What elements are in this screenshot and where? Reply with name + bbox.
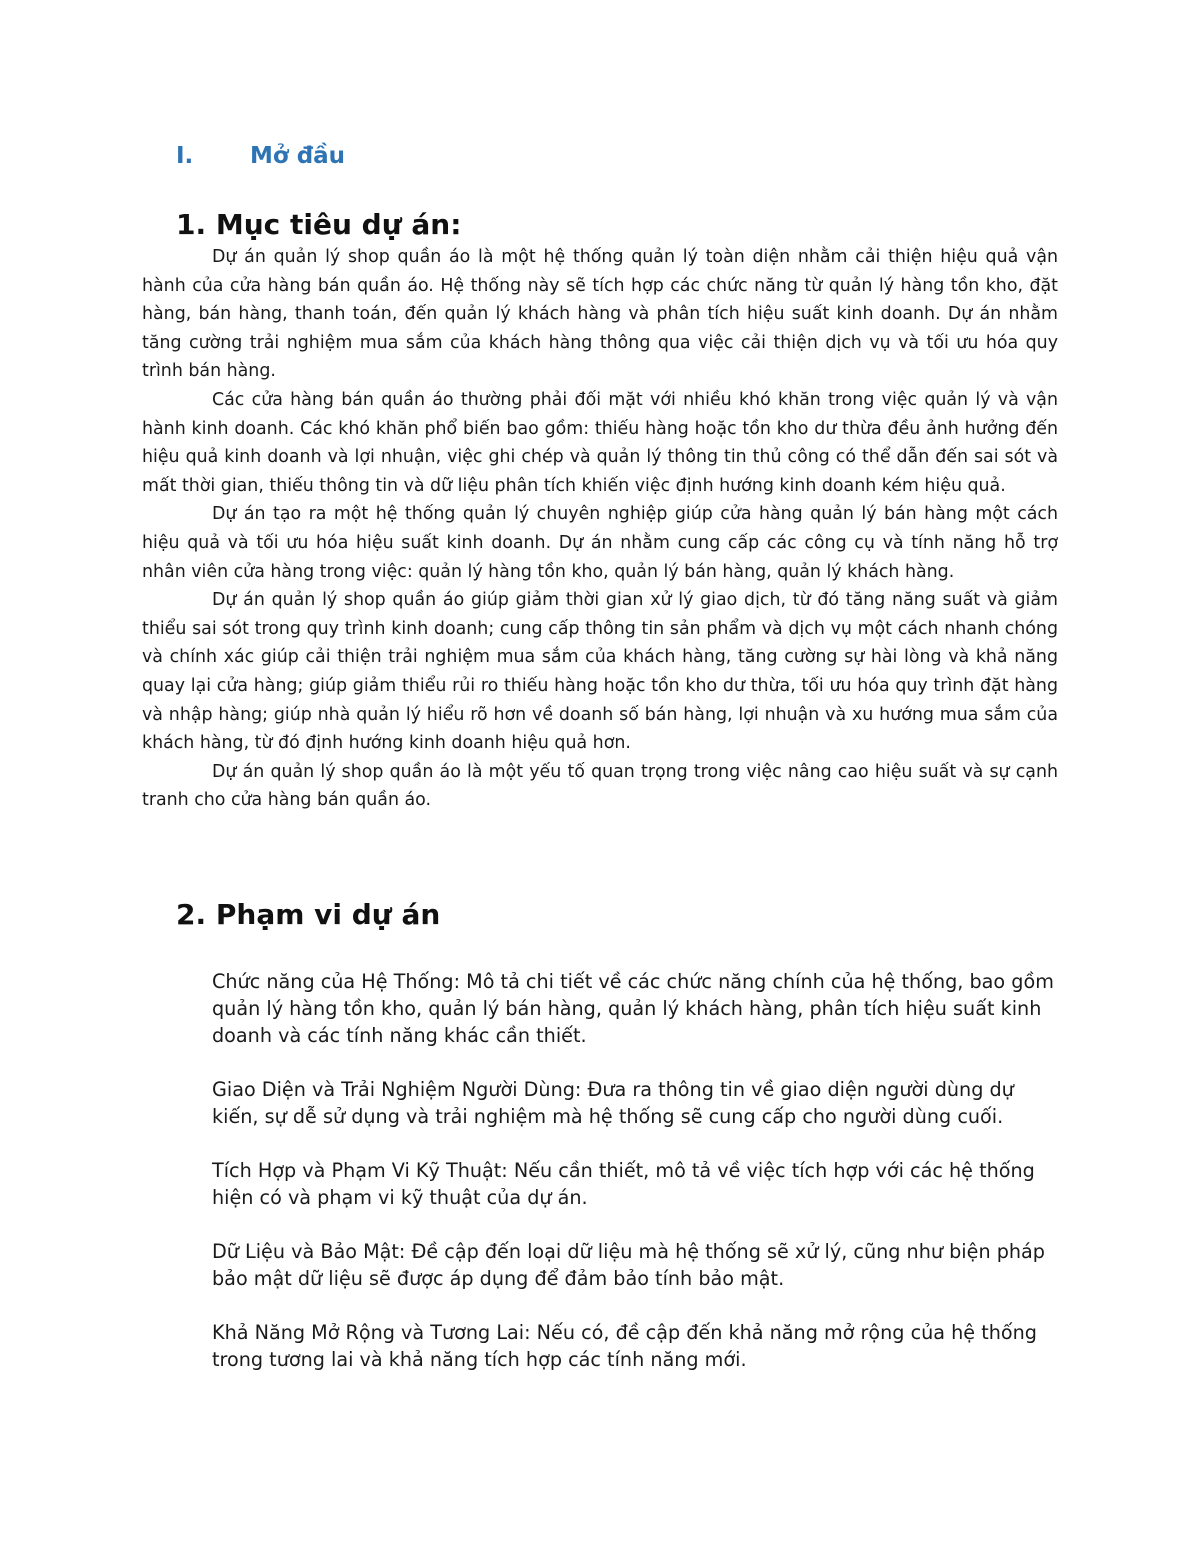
scope-item: Khả Năng Mở Rộng và Tương Lai: Nếu có, đề cập đến khả năng mở rộng của hệ thống trong tương lai và khả năng tích hợp các tính năng mới. — [212, 1321, 1037, 1371]
scope-item: Giao Diện và Trải Nghiệm Người Dùng: Đưa ra thông tin về giao diện người dùng dự kiến, sự dễ sử dụng và trải nghiệm mà hệ thống sẽ cung cấp cho người dùng cuối. — [212, 1078, 1014, 1128]
section-title-objectives: 1. Mục tiêu dự án: — [176, 208, 462, 241]
scope-item: Tích Hợp và Phạm Vi Kỹ Thuật: Nếu cần thiết, mô tả về việc tích hợp với các hệ thống hiện có và phạm vi kỹ thuật của dự án. — [212, 1159, 1035, 1209]
paragraph: Các cửa hàng bán quần áo thường phải đối mặt với nhiều khó khăn trong việc quản lý và vận hành kinh doanh. Các khó khăn phổ biến bao gồm: thiếu hàng hoặc tồn kho dư thừa đều ảnh hưởng đến hiệu quả kinh doanh và lợi nhuận, việc ghi chép và quản lý thông tin thủ công có thể dẫn đến sai sót và mất thời gian, thiếu thông tin và dữ liệu phân tích khiến việc định hướng kinh doanh kém hiệu quả. — [142, 389, 1058, 496]
section-body-objectives — [142, 243, 1058, 815]
chapter-number: I. — [176, 143, 194, 169]
scope-item: Chức năng của Hệ Thống: Mô tả chi tiết về các chức năng chính của hệ thống, bao gồm quản lý hàng tồn kho, quản lý bán hàng, quản lý khách hàng, phân tích hiệu suất kinh doanh và các tính năng khác cần thiết. — [212, 970, 1054, 1047]
section-body-scope — [212, 968, 1062, 1400]
paragraph: Dự án quản lý shop quần áo là một yếu tố quan trọng trong việc nâng cao hiệu suất và sự cạnh tranh cho cửa hàng bán quần áo. — [142, 761, 1058, 811]
paragraph: Dự án quản lý shop quần áo là một hệ thống quản lý toàn diện nhằm cải thiện hiệu quả vận hành của cửa hàng bán quần áo. Hệ thống này sẽ tích hợp các chức năng từ quản lý hàng tồn kho, đặt hàng, bán hàng, thanh toán, đến quản lý khách hàng và phân tích hiệu suất kinh doanh. Dự án nhằm tăng cường trải nghiệm mua sắm của khách hàng thông qua việc cải thiện dịch vụ và tối ưu hóa quy trình bán hàng. — [142, 247, 1058, 382]
paragraph: Dự án tạo ra một hệ thống quản lý chuyên nghiệp giúp cửa hàng quản lý bán hàng một cách hiệu quả và tối ưu hóa hiệu suất kinh doanh. Dự án nhằm cung cấp các công cụ và tính năng hỗ trợ nhân viên cửa hàng trong việc: quản lý hàng tồn kho, quản lý bán hàng, quản lý khách hàng. — [142, 504, 1058, 582]
chapter-heading — [176, 143, 345, 169]
chapter-title: Mở đầu — [250, 143, 346, 169]
scope-item: Dữ Liệu và Bảo Mật: Đề cập đến loại dữ liệu mà hệ thống sẽ xử lý, cũng như biện pháp bảo mật dữ liệu sẽ được áp dụng để đảm bảo tính bảo mật. — [212, 1240, 1045, 1290]
paragraph: Dự án quản lý shop quần áo giúp giảm thời gian xử lý giao dịch, từ đó tăng năng suất và giảm thiểu sai sót trong quy trình kinh doanh; cung cấp thông tin sản phẩm và dịch vụ một cách nhanh chóng và chính xác giúp cải thiện trải nghiệm mua sắm của khách hàng, tăng cường sự hài lòng và khả năng quay lại cửa hàng; giúp giảm thiểu rủi ro thiếu hàng hoặc tồn kho dư thừa, tối ưu hóa quy trình đặt hàng và nhập hàng; giúp nhà quản lý hiểu rõ hơn về doanh số bán hàng, lợi nhuận và xu hướng mua sắm của khách hàng, từ đó định hướng kinh doanh hiệu quả hơn. — [142, 590, 1058, 754]
section-title-scope: 2. Phạm vi dự án — [176, 898, 441, 931]
